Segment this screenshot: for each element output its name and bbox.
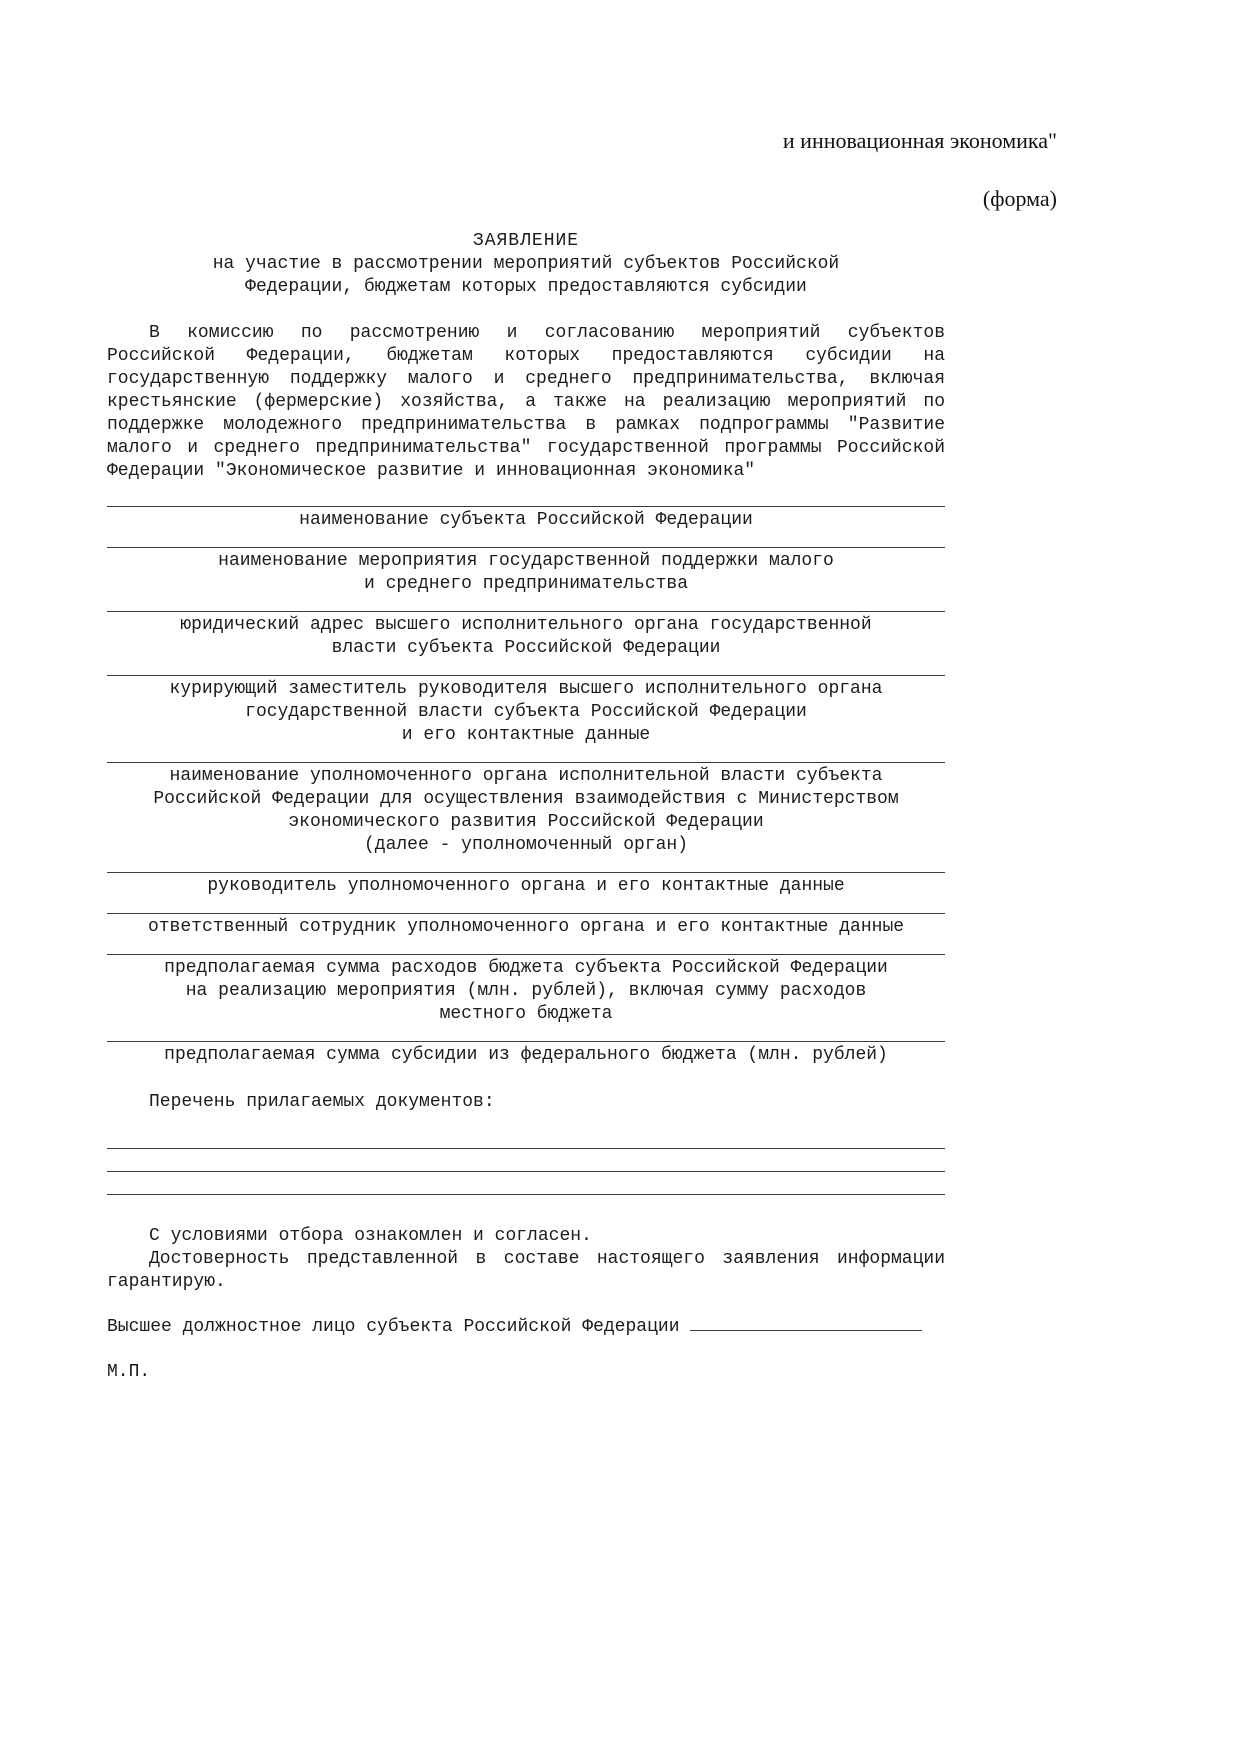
document-subtitle-line-2: Федерации, бюджетам которых предоставляются субсидии: [245, 277, 807, 297]
form-fields: [107, 493, 945, 1067]
attachments-label: Перечень прилагаемых документов:: [149, 1092, 495, 1112]
field-underline: [107, 900, 945, 914]
field-underline: [107, 493, 945, 507]
document-subtitle-line-1: на участие в рассмотрении мероприятий субъектов Российской: [212, 254, 840, 274]
field-supervising-deputy: [107, 662, 945, 747]
field-caption: (далее - уполномоченный орган): [363, 835, 689, 855]
field-caption: наименование уполномоченного органа исполнительной власти субъекта: [169, 766, 883, 786]
field-responsible-employee: [107, 900, 945, 939]
field-authorized-body: [107, 749, 945, 857]
field-underline: [107, 534, 945, 548]
blank-line: [107, 1172, 945, 1195]
header-continuation-text: и инновационная экономика": [782, 128, 1057, 153]
field-caption: предполагаемая сумма субсидии из федерального бюджета (млн. рублей): [164, 1045, 888, 1065]
field-caption: наименование субъекта Российской Федерации: [299, 510, 753, 530]
signature-blank: [690, 1314, 922, 1331]
signature-label: Высшее должностное лицо субъекта Российской Федерации: [107, 1317, 680, 1337]
consent-line: С условиями отбора ознакомлен и согласен.: [149, 1226, 592, 1246]
field-subject-name: [107, 493, 945, 532]
form-marker: (форма): [982, 186, 1057, 211]
blank-line: [107, 1126, 945, 1149]
field-underline: [107, 662, 945, 676]
field-legal-address: [107, 598, 945, 660]
field-caption: Российской Федерации для осуществления взаимодействия с Министерством: [153, 789, 899, 809]
field-measure-name: [107, 534, 945, 596]
field-budget-expenses: [107, 941, 945, 1026]
field-underline: [107, 1028, 945, 1042]
field-caption: руководитель уполномоченного органа и его контактные данные: [207, 876, 845, 896]
field-underline: [107, 859, 945, 873]
field-underline: [107, 598, 945, 612]
field-caption: наименование мероприятия государственной поддержки малого: [218, 551, 834, 571]
document-body: [107, 0, 945, 1384]
field-caption: юридический адрес высшего исполнительного органа государственной: [180, 615, 872, 635]
signature-row: [107, 1314, 945, 1339]
field-caption: предполагаемая сумма расходов бюджета субъекта Российской Федерации: [164, 958, 888, 978]
field-caption: власти субъекта Российской Федерации: [331, 638, 721, 658]
document-title: ЗАЯВЛЕНИЕ: [472, 231, 580, 251]
assurance-paragraph: Достоверность представленной в составе настоящего заявления информации гарантирую.: [107, 1249, 945, 1292]
field-underline: [107, 941, 945, 955]
field-caption: курирующий заместитель руководителя высшего исполнительного органа: [169, 679, 883, 699]
attachments-blank-lines: [107, 1126, 945, 1195]
field-caption: государственной власти субъекта Российской Федерации: [245, 702, 807, 722]
stamp-placeholder: М.П.: [107, 1362, 151, 1382]
field-subsidy-amount: [107, 1028, 945, 1067]
field-caption: ответственный сотрудник уполномоченного органа и его контактные данные: [147, 917, 905, 937]
field-caption: на реализацию мероприятия (млн. рублей), включая сумму расходов: [185, 981, 867, 1001]
intro-paragraph: В комиссию по рассмотрению и согласованию мероприятий субъектов Российской Федерации, бюджетам которых предоставляются субсидии на государственную поддержку малого и среднего предпринимательства, включая крестьянские (фермерские) хозяйства, а также на реализацию мероприятий по поддержке молодежного предпринимательства в рамках подпрограммы "Развитие малого и среднего предпринимательства" государственной программы Российской Федерации "Экономическое развитие и инновационная экономика": [107, 323, 945, 481]
field-caption: и его контактные данные: [401, 725, 651, 745]
blank-line: [107, 1149, 945, 1172]
field-caption: местного бюджета: [439, 1004, 613, 1024]
field-underline: [107, 749, 945, 763]
field-body-head: [107, 859, 945, 898]
field-caption: экономического развития Российской Федерации: [288, 812, 764, 832]
field-caption: и среднего предпринимательства: [363, 574, 689, 594]
